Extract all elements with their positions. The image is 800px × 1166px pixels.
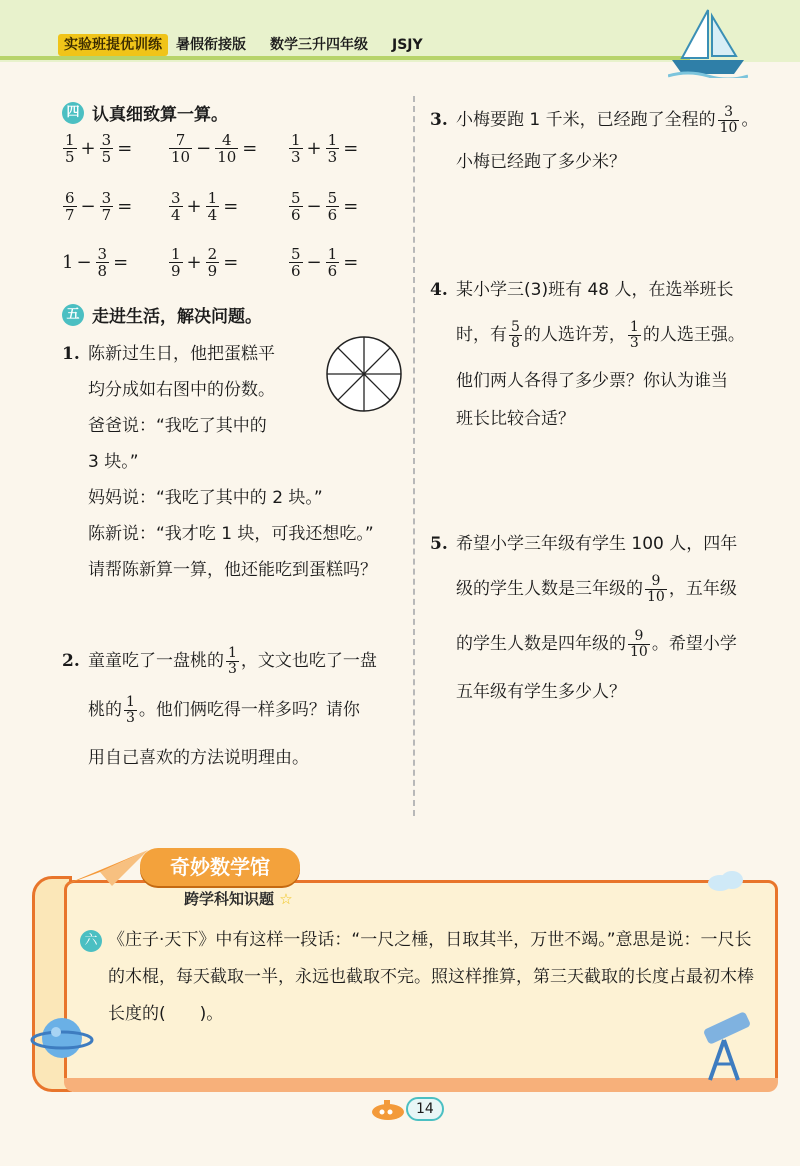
numerator: 6 [65,189,75,207]
fraction [206,190,220,223]
fraction [326,190,340,223]
problem-number: 3. [430,110,448,130]
numerator: 1 [171,245,181,263]
cloud-icon [706,868,746,892]
numerator: 1 [327,245,338,263]
problem-text: 。他们俩吃得一样多吗？请你 [138,700,360,720]
fraction [63,190,77,223]
star-icon: ☆ [279,890,293,908]
problem-text: 希望小学三年级有学生 100 人，四年 [456,534,738,554]
problem-text: 用自己喜欢的方法说明理由。 [88,748,309,768]
denominator: 6 [291,262,301,280]
fraction [206,246,220,279]
problem-text: 的人选许芳， [523,325,626,345]
equals-sign: = [343,138,359,159]
operator: + [306,138,322,159]
denominator: 6 [327,262,338,280]
problem-3 [430,98,780,182]
denominator: 4 [207,206,218,224]
problem-text: 五年级有学生多少人？ [456,682,626,702]
submarine-icon [370,1096,406,1122]
calc-expression [62,190,135,223]
denominator: 7 [65,206,75,224]
fraction [124,695,137,726]
fraction [509,320,522,351]
denominator: 10 [171,148,191,166]
numerator: 5 [291,189,301,207]
numerator: 9 [634,627,644,644]
problem-number: 4. [430,280,448,300]
subject-label: 数学三升四年级 [270,37,368,53]
numerator: 2 [207,245,218,263]
calc-expression [288,190,361,223]
calc-expression [62,246,131,279]
problem-number: 2. [62,651,80,671]
telescope-icon [690,1010,760,1084]
problem-4 [430,272,780,438]
numerator: 1 [327,131,338,149]
problem-text: 某小学三(3)班有 48 人，在选举班长 [456,280,734,300]
page-number [370,1096,444,1122]
cake-diagram [324,334,404,414]
problem-line: 妈妈说：“我吃了其中的 2 块。” [88,488,323,508]
section-title: 走进生活，解决问题。 [92,307,262,327]
section-6-question: 《庄子·天下》中有这样一段话：“一尺之棰，日取其半，万世不竭。”意思是说：一尺长的木棍，每天截取一半，永远也截取不完。照这样推算，第三天截取的长度占最初木棒长度的( )。 [108,930,754,1024]
numerator: 3 [101,131,112,149]
fraction [645,574,667,605]
problem-line: 陈新说：“我才吃 1 块，可我还想吃。” [88,524,374,544]
fraction [226,646,239,677]
problem-text: 童童吃了一盘桃的 [88,651,224,671]
numerator: 1 [207,189,218,207]
equals-sign: = [117,196,133,217]
operator: + [186,196,202,217]
numerator: 4 [221,131,232,149]
calc-expression [168,246,241,279]
fraction [169,190,183,223]
numerator: 1 [291,131,301,149]
denominator: 3 [291,148,301,166]
numerator: 3 [101,189,112,207]
equals-sign: = [242,138,258,159]
problem-number: 1. [62,344,80,364]
problem-text: 的学生人数是四年级的 [456,634,626,654]
fraction [628,320,641,351]
denominator: 5 [65,148,75,166]
equals-sign: = [223,196,239,217]
problem-text: 级的学生人数是三年级的 [456,579,643,599]
series-tag: 实验班提优训练 [58,34,168,56]
fraction [326,132,340,165]
problem-line: 爸爸说：“我吃了其中的 [88,416,267,436]
section-6-badge: 六 [80,930,102,952]
fraction [289,246,303,279]
problem-text: ，五年级 [668,579,737,599]
header-rule [0,56,690,60]
operator: − [196,138,212,159]
equals-sign: = [343,196,359,217]
fraction [289,190,303,223]
denominator: 3 [327,148,338,166]
section-badge: 五 [62,304,84,326]
problem-2 [62,640,412,778]
numerator: 3 [97,245,108,263]
numerator: 1 [65,131,75,149]
denominator: 3 [228,660,237,677]
numerator: 1 [126,693,135,710]
fraction [169,132,192,165]
denominator: 4 [171,206,181,224]
denominator: 8 [511,334,520,351]
problem-text: 班长比较合适？ [456,409,575,429]
sailboat-icon [668,6,748,78]
denominator: 6 [291,206,301,224]
fraction [100,132,114,165]
problem-line: 陈新过生日，他把蛋糕平 [88,344,275,364]
problem-text: 他们两人各得了多少票？你认为谁当 [456,371,728,391]
problem-text: 时，有 [456,325,507,345]
fraction [628,629,650,660]
section-4-heading [62,100,228,125]
denominator: 8 [97,262,108,280]
publisher-code: JSJY [392,37,423,53]
scroll-bottom-edge [64,1078,778,1092]
equals-sign: = [117,138,133,159]
problem-line: 均分成如右图中的份数。 [88,380,275,400]
problem-text: ，文文也吃了一盘 [240,651,377,671]
edition-label: 暑假衔接版 [176,37,246,53]
fraction [63,132,77,165]
banner-title: 奇妙数学馆 [140,848,300,886]
denominator: 7 [101,206,112,224]
equals-sign: = [343,252,359,273]
problem-number: 5. [430,534,448,554]
denominator: 3 [629,334,639,351]
equals-sign: = [223,252,239,273]
calc-expression [168,132,260,165]
planet-icon [30,1006,94,1070]
fraction [289,132,303,165]
denominator: 6 [327,206,338,224]
operator: − [80,196,96,217]
problem-text: 。希望小学 [651,634,737,654]
calc-expression [168,190,241,223]
page-number-text: 14 [406,1097,444,1121]
denominator: 10 [719,119,738,136]
numerator: 1 [228,644,237,661]
calc-expression [62,132,135,165]
problem-line: 请帮陈新算一算，他还能吃到蛋糕吗？ [88,560,377,580]
numerator: 1 [629,318,639,335]
banner-subtitle [184,888,293,909]
calc-expression [288,246,361,279]
denominator: 5 [101,148,112,166]
problem-line: 3 块。” [88,452,139,472]
denominator: 9 [171,262,181,280]
denominator: 10 [217,148,237,166]
section-badge: 四 [62,102,84,124]
problem-5 [430,526,780,712]
section-5-heading [62,302,262,327]
paper-plane-icon [60,846,150,890]
denominator: 3 [126,709,135,726]
operator: − [306,196,322,217]
fraction [215,132,238,165]
fraction [96,246,110,279]
operator: − [306,252,322,273]
fraction [169,246,183,279]
problem-text: 小梅要跑 1 千米，已经跑了全程的 [456,110,716,130]
whole-number: 1 [62,252,74,273]
calc-expression [288,132,361,165]
denominator: 10 [647,588,665,605]
numerator: 7 [175,131,186,149]
numerator: 3 [724,103,733,120]
denominator: 10 [630,643,648,660]
problem-text: 桃的 [88,700,122,720]
fraction [718,105,740,136]
column-divider [413,96,415,816]
fraction [326,246,340,279]
numerator: 5 [291,245,301,263]
denominator: 9 [207,262,218,280]
problem-text: 。 [741,110,759,130]
numerator: 5 [327,189,338,207]
problem-text: 小梅已经跑了多少米？ [456,152,626,172]
section-title: 认真细致算一算。 [92,105,228,125]
problem-text: 的人选王强。 [642,325,745,345]
equals-sign: = [113,252,129,273]
numerator: 3 [171,189,181,207]
operator: + [80,138,96,159]
fraction [100,190,114,223]
numerator: 5 [511,318,520,335]
operator: + [186,252,202,273]
operator: − [76,252,92,273]
banner-subtitle-text: 跨学科知识题 [184,890,275,908]
numerator: 9 [651,572,661,589]
